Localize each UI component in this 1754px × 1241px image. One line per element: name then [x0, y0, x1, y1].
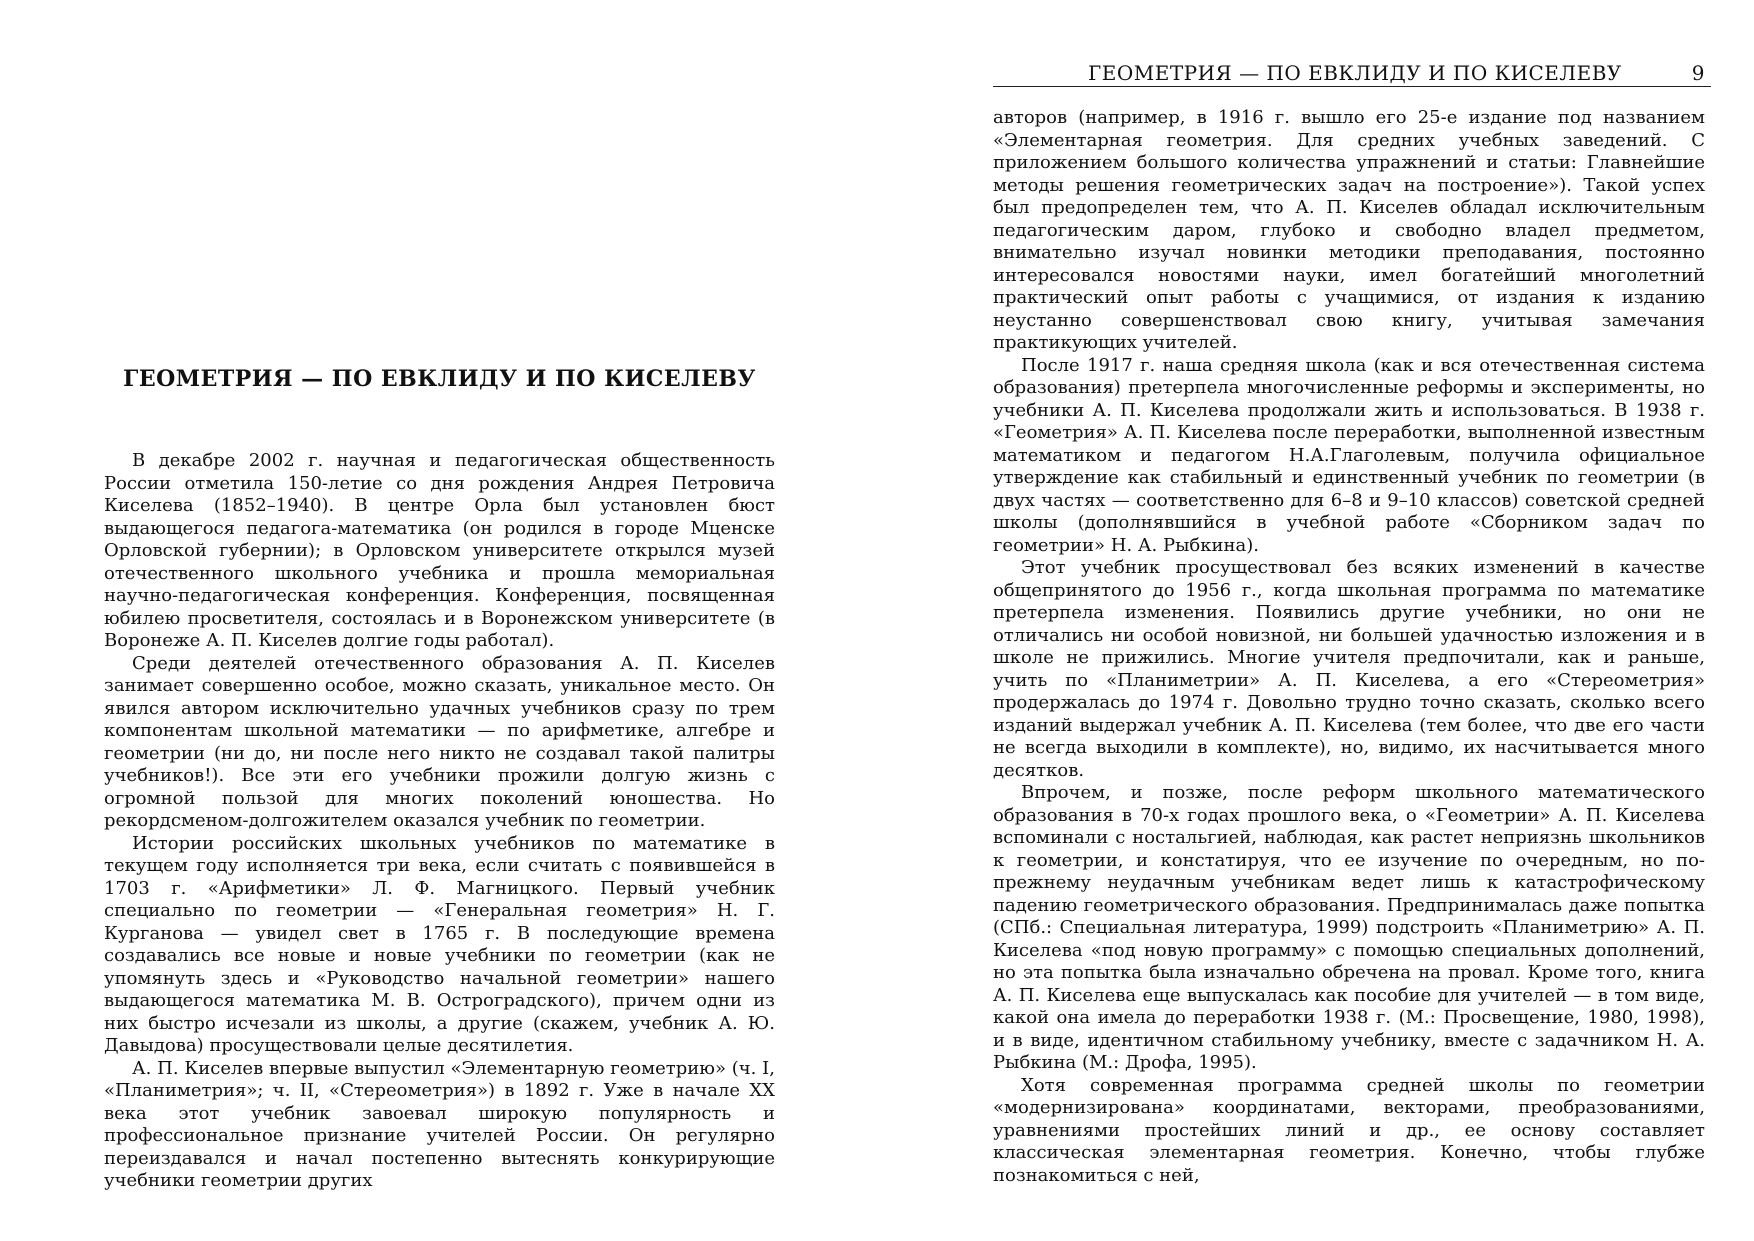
paragraph: А. П. Киселев впервые выпустил «Элементарную геометрию» (ч. I, «Планиметрия»; ч. II, «Стереометрия») в 1892 г. Уже в начале XX века этот учебник завоевал широкую популярность и профессиональное признание учителей России. Он регулярно переиздавался и начал постепенно вытеснять конкурирующие учебники геометрии других: [104, 1057, 775, 1191]
paragraph: Истории российских школьных учебников по математике в текущем году исполняется три века, если считать с появившейся в 1703 г. «Арифметики» Л. Ф. Магницкого. Первый учебник специально по геометрии — «Генеральная геометрия» Н. Г. Курганова — увидел свет в 1765 г. В последующие времена создавались все новые и новые учебники по геометрии (как не упомянуть здесь и «Руководство начальной геометрии» нашего выдающегося математика М. В. Остроградского), причем одни из них быстро исчезали из школы, а другие (скажем, учебник А. Ю. Давыдова) просуществовали целые десятилетия.: [104, 832, 775, 1056]
page-number: 9: [1691, 61, 1705, 85]
running-head-title: ГЕОМЕТРИЯ — ПО ЕВКЛИДУ И ПО КИСЕЛЕВУ: [1088, 61, 1622, 85]
right-page: [877, 0, 1754, 1241]
paragraph: После 1917 г. наша средняя школа (как и вся отечественная система образования) претерпела многочисленные реформы и эксперименты, но учебники А. П. Киселева продолжали жить и использоваться. В 1938 г. «Геометрия» А. П. Киселева после переработки, выполненной известным математиком и педагогом Н.А.Глаголевым, получила официальное утверждение как стабильный и единственный учебник по геометрии (в двух частях — соответственно для 6–8 и 9–10 классов) советской средней школы (дополнявшийся в учебной работе «Сборником задач по геометрии» Н. А. Рыбкина).: [993, 354, 1705, 556]
paragraph: Этот учебник просуществовал без всяких изменений в качестве общепринятого до 1956 г., когда школьная программа по математике претерпела изменения. Появились другие учебники, но они не отличались ни особой новизной, ни большей удачностью изложения и в школе не прижились. Многие учителя предпочитали, как и раньше, учить по «Планиметрии» А. П. Киселева, а его «Стереометрия» продержалась до 1974 г. Довольно трудно точно сказать, сколько всего изданий выдержал учебник А. П. Киселева (тем более, что две его части не всегда выходили в комплекте), но, видимо, их насчитывается много десятков.: [993, 557, 1705, 781]
paragraph: Впрочем, и позже, после реформ школьного математического образования в 70-х годах прошлого века, о «Геометрии» А. П. Киселева вспоминали с ностальгией, наблюдая, как растет неприязнь школьников к геометрии, и констатируя, что ее изучение по очередным, но по-прежнему неудачным учебникам ведет лишь к катастрофическому падению геометрического образования. Предпринималась даже попытка (СПб.: Специальная литература, 1999) подстроить «Планиметрию» А. П. Киселева «под новую программу» с помощью специальных дополнений, но эта попытка была изначально обречена на провал. Кроме того, книга А. П. Киселева еще выпускалась как пособие для учителей — в том виде, какой она имела до переработки 1938 г. (М.: Просвещение, 1980, 1998), и в виде, идентичном стабильному учебнику, вместе с задачником Н. А. Рыбкина (М.: Дрофа, 1995).: [993, 782, 1705, 1073]
paragraph-continuation: авторов (например, в 1916 г. вышло его 25-е издание под названием «Элементарная геометрия. Для средних учебных заведений. С приложением большого количества упражнений и статьи: Главнейшие методы решения геометрических задач на построение»). Такой успех был предопределен тем, что А. П. Киселев обладал исключительным педагогическим даром, глубоко и свободно владел предметом, внимательно изучал новинки методики преподавания, постоянно интересовался новостями науки, имел богатейший многолетний практический опыт работы с учащимися, от издания к изданию неустанно совершенствовал свою книгу, учитывая замечания практикующих учителей.: [993, 107, 1705, 353]
left-body-text: [104, 450, 775, 1193]
chapter-title: ГЕОМЕТРИЯ — ПО ЕВКЛИДУ И ПО КИСЕЛЕВУ: [123, 366, 756, 392]
paragraph: Среди деятелей отечественного образования А. П. Киселев занимает совершенно особое, можно сказать, уникальное место. Он явился автором исключительно удачных учебников сразу по трем компонентам школьной математики — по арифметике, алгебре и геометрии (ни до, ни после него никто не создавал такой палитры учебников!). Все эти его учебники прожили долгую жизнь с огромной пользой для многих поколений юношества. Но рекордсменом-долгожителем оказался учебник по геометрии.: [104, 652, 775, 831]
running-head: [993, 60, 1711, 87]
right-body-text: [993, 107, 1705, 1187]
paragraph: В декабре 2002 г. научная и педагогическая общественность России отметила 150-летие со дня рождения Андрея Петровича Киселева (1852–1940). В центре Орла был установлен бюст выдающегося педагога-математика (он родился в городе Мценске Орловской губернии); в Орловском университете открылся музей отечественного школьного учебника и прошла мемориальная научно-педагогическая конференция. Конференция, посвященная юбилею просветителя, состоялась и в Воронежском университете (в Воронеже А. П. Киселев долгие годы работал).: [104, 450, 775, 651]
paragraph: Хотя современная программа средней школы по геометрии «модернизирована» координатами, векторами, преобразованиями, уравнениями простейших линий и др., ее основу составляет классическая элементарная геометрия. Конечно, чтобы глубже познакомиться с ней,: [993, 1074, 1705, 1186]
